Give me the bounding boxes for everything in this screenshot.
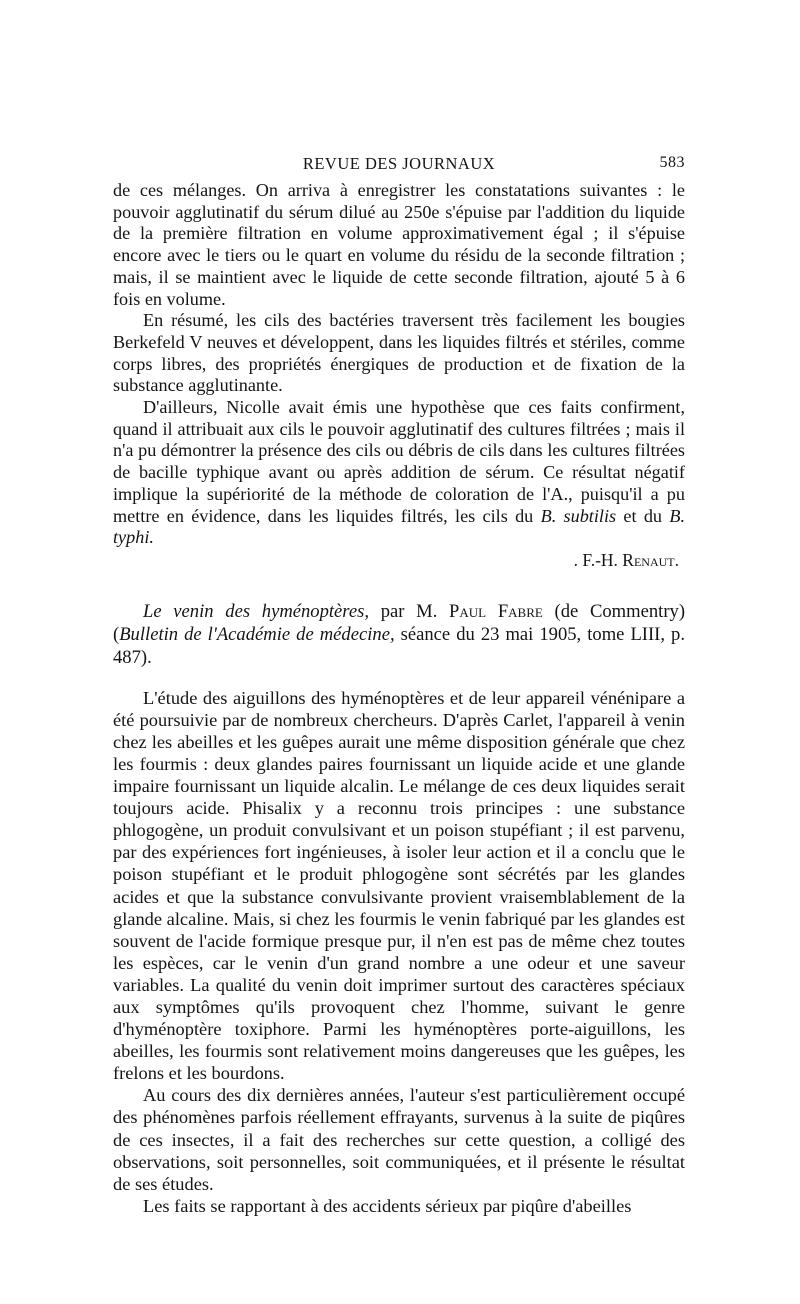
paragraph: L'étude des aiguillons des hyménoptères et de leur appareil vénénipare a été poursuivie par de nombreux chercheurs. D'après Carlet, l'appareil à venin chez les abeilles et les guêpes aurait une même disposition générale que chez les fourmis : deux glandes paires fournissant un liquide acide et une glande impaire fournissant un liquide alcalin. Le mélange de ces deux liquides serait toujours acide. Phisalix y a reconnu trois principes : une substance phlogogène, un produit convulsivant et un poison stupéfiant ; il est parvenu, par des expériences fort ingénieuses, à isoler leur action et il a conclu que le poison stupéfiant et le produit phlogogène sont sécrétés par les glandes acides et que la substance convulsivante provient vraisemblablement de la glande alcaline. Mais, si chez les fourmis le venin fabriqué par les glandes est souvent de l'acide formique presque pur, il n'en est pas de même chez toutes les espèces, car le venin d'un grand nombre a une odeur et une saveur variables. La qualité du venin doit imprimer surtout des caractères spéciaux aux symptômes qu'ils provoquent chez l'homme, suivant le genre d'hyménoptère toxiphore. Parmi les hyménoptères porte-aiguillons, les abeilles, les fourmis sont relativement moins dangereuses que les guêpes, les frelons et les bourdons. — [113, 687, 685, 1084]
running-head — [113, 150, 685, 180]
journal-page — [113, 150, 685, 1217]
paragraph: Au cours des dix dernières années, l'auteur s'est particulièrement occupé des phénomènes parfois réellement effrayants, survenus à la suite de piqûres de ces insectes, il a fait des recherches sur cette question, a colligé des observations, soit personnelles, soit communiquées, et il présente le résultat de ses études. — [113, 1085, 685, 1194]
paragraph: de ces mélanges. On arriva à enregistrer les constatations suivantes : le pouvoir agglutinatif du sérum dilué au 250e s'épuise par l'addition du liquide de la première filtration en volume approximativement égal ; il s'épuise encore avec le tiers ou le quart en volume du résidu de la seconde filtration ; mais, il se maintient avec le liquide de cette seconde filtration, ajouté 5 à 6 fois en volume. — [113, 180, 685, 309]
spacer — [113, 669, 685, 687]
author-name: Paul Fabre — [449, 600, 543, 622]
paragraph: En résumé, les cils des bactéries traversent très facilement les bougies Berkefeld V neuves et développent, dans les liquides filtrés et stériles, comme corps libres, des propriétés énergiques de production et de fixation de la substance agglutinante. — [113, 310, 685, 396]
text-run: (de Commentry) ( — [113, 600, 686, 645]
text-run: par M. — [369, 600, 450, 622]
article-heading — [113, 600, 685, 669]
article-venin-hymenopteres — [113, 600, 685, 1217]
page-number: 583 — [659, 154, 685, 171]
paragraph — [113, 397, 685, 549]
paragraph: Les faits se rapportant à des accidents sérieux par piqûre d'abeilles — [143, 1195, 632, 1216]
text-run: séance du 23 mai 1905, tome LIII, p. 487). — [113, 623, 685, 668]
journal-title: Bulletin de l'Académie de médecine, — [119, 623, 395, 645]
running-title: REVUE DES JOURNAUX — [302, 154, 496, 173]
text-run: et du — [616, 505, 670, 526]
article-cils-bacteries — [113, 180, 685, 572]
text-run: D'ailleurs, Nicolle avait émis une hypothèse que ces faits confirment, quand il attribuait aux cils le pouvoir agglutinatif des cultures filtrées ; mais il n'a pu démontrer la présence des cils ou débris de cils dans les cultures filtrées de bacille typhique avant ou après addition de sérum. Ce résultat négatif implique la supériorité de la méthode de coloration de l'A., puisqu'il a pu mettre en évidence, dans les liquides filtrés, les cils du — [113, 397, 685, 526]
species-name: B. typhi. — [113, 505, 685, 548]
article-title: Le venin des hyménoptères, — [143, 600, 369, 622]
species-name: B. subtilis — [540, 505, 617, 526]
article-body — [113, 687, 685, 1217]
author-signature: . F.-H. Renaut. — [573, 549, 679, 570]
